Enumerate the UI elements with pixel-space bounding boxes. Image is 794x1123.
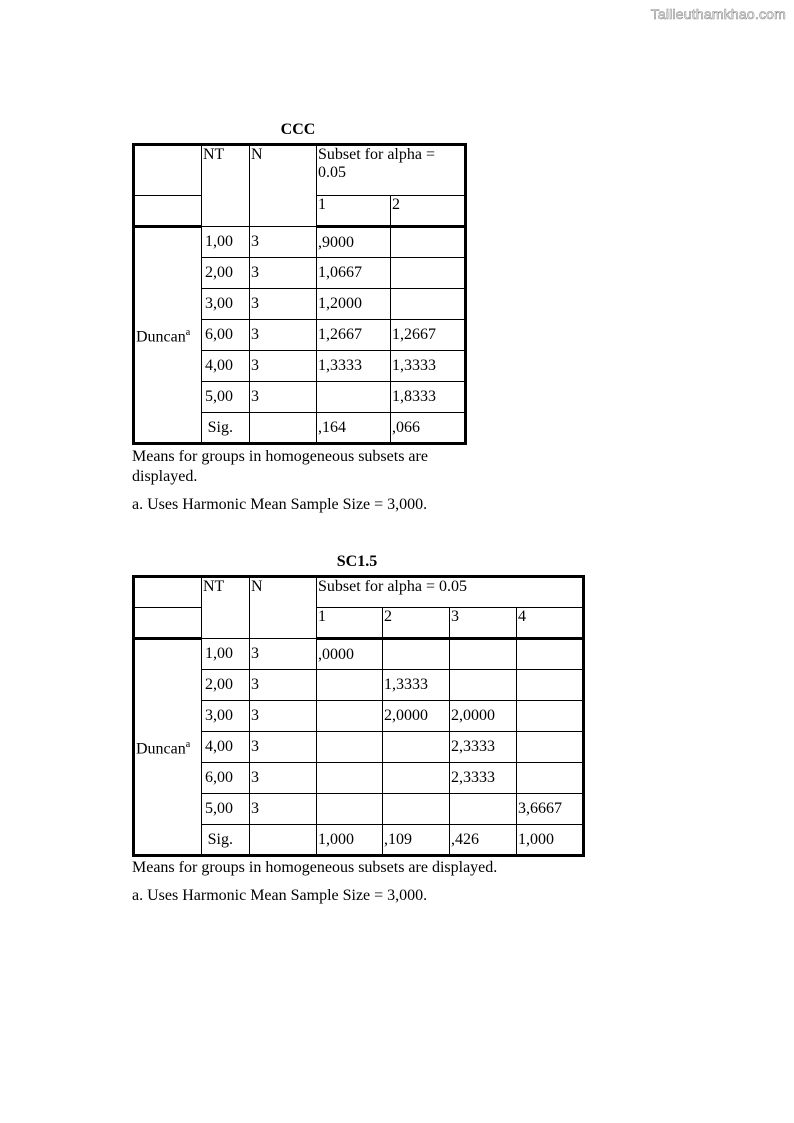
table2-cell-nt: Sig.	[202, 825, 250, 856]
table1-corner-cell	[134, 145, 202, 196]
table2-cell-s2	[383, 732, 450, 763]
table1-cell-s1	[317, 382, 391, 413]
table2-cell-s3: 2,3333	[450, 732, 517, 763]
table1-cell-s2: 1,8333	[391, 382, 466, 413]
table1-corner-cell	[134, 196, 202, 227]
table2-cell-s2	[383, 794, 450, 825]
table2-cell-n	[250, 825, 317, 856]
table-row	[134, 763, 584, 794]
table1-footnote-means: Means for groups in homogeneous subsets are displayed.	[132, 448, 428, 485]
table2-cell-s2: ,109	[383, 825, 450, 856]
table1-cell-s1: 1,2000	[317, 289, 391, 320]
table2-method-cell	[134, 639, 202, 856]
table2-footnote-harmonic: a. Uses Harmonic Mean Sample Size = 3,000.	[132, 887, 428, 904]
table2-cell-s3	[450, 639, 517, 670]
table1-cell-s2	[391, 289, 466, 320]
table1-cell-s2: 1,2667	[391, 320, 466, 351]
table2-subset-2-header: 2	[383, 608, 450, 639]
table1-subset-2-header: 2	[391, 196, 466, 227]
table1-cell-nt: Sig.	[202, 413, 250, 444]
table1	[132, 143, 467, 445]
table1-cell-s2: 1,3333	[391, 351, 466, 382]
table1-method-label: Duncan	[136, 328, 186, 346]
table2-cell-s1: ,0000	[317, 639, 383, 670]
table2-cell-s1	[317, 670, 383, 701]
table1-cell-n: 3	[250, 382, 317, 413]
table2-cell-s1	[317, 794, 383, 825]
table-row	[134, 670, 584, 701]
table2-corner-cell	[134, 577, 202, 608]
table1-cell-s1: 1,2667	[317, 320, 391, 351]
table2-cell-n: 3	[250, 701, 317, 732]
table2-cell-n: 3	[250, 639, 317, 670]
table2-cell-n: 3	[250, 763, 317, 794]
table1-cell-nt: 5,00	[202, 382, 250, 413]
table2-cell-nt: 6,00	[202, 763, 250, 794]
table1-cell-s2: ,066	[391, 413, 466, 444]
table-row	[134, 701, 584, 732]
table2-header-nt: NT	[202, 577, 250, 639]
table1-cell-n	[250, 413, 317, 444]
table-row	[134, 825, 584, 856]
table2-cell-s3	[450, 794, 517, 825]
table1-cell-s1: 1,3333	[317, 351, 391, 382]
table1-cell-n: 3	[250, 351, 317, 382]
table1-cell-n: 3	[250, 320, 317, 351]
table1-cell-s1: ,9000	[317, 227, 391, 258]
table2-cell-n: 3	[250, 794, 317, 825]
table1-cell-nt: 4,00	[202, 351, 250, 382]
table2-cell-s3: 2,3333	[450, 763, 517, 794]
table1-header-subset: Subset for alpha = 0.05	[317, 145, 466, 196]
table2-header-n: N	[250, 577, 317, 639]
table2-header-subset: Subset for alpha = 0.05	[317, 577, 584, 608]
table2-cell-nt: 5,00	[202, 794, 250, 825]
watermark: Tailieuthamkhao.com	[650, 6, 786, 22]
table1-cell-n: 3	[250, 289, 317, 320]
table1-cell-n: 3	[250, 227, 317, 258]
table2	[132, 575, 585, 857]
table1-cell-s2	[391, 258, 466, 289]
table2-method-label: Duncan	[136, 740, 186, 758]
table1-cell-nt: 2,00	[202, 258, 250, 289]
table2-cell-s2	[383, 763, 450, 794]
table2-cell-s4	[517, 639, 584, 670]
table2-title: SC1.5	[336, 553, 378, 570]
table1-cell-n: 3	[250, 258, 317, 289]
table1-header-nt: NT	[202, 145, 250, 227]
table1-cell-s1: 1,0667	[317, 258, 391, 289]
table1-cell-nt: 3,00	[202, 289, 250, 320]
table2-subset-1-header: 1	[317, 608, 383, 639]
table-row	[134, 639, 584, 670]
table1-method-sup: a	[185, 326, 191, 338]
table2-subset-3-header: 3	[450, 608, 517, 639]
table1-cell-nt: 6,00	[202, 320, 250, 351]
table2-cell-s4	[517, 701, 584, 732]
table2-cell-n: 3	[250, 670, 317, 701]
table2-cell-s3: ,426	[450, 825, 517, 856]
table1-cell-s1: ,164	[317, 413, 391, 444]
table2-corner-cell	[134, 608, 202, 639]
table1-cell-nt: 1,00	[202, 227, 250, 258]
table2-cell-s1: 1,000	[317, 825, 383, 856]
table-row	[134, 794, 584, 825]
table2-cell-s1	[317, 701, 383, 732]
table2-cell-s3: 2,0000	[450, 701, 517, 732]
table-row	[134, 227, 466, 258]
table2-method-sup: a	[185, 738, 191, 750]
table2-cell-s1	[317, 732, 383, 763]
table2-cell-s3	[450, 670, 517, 701]
table2-cell-s1	[317, 763, 383, 794]
table2-cell-s2: 2,0000	[383, 701, 450, 732]
table1-subset-1-header: 1	[317, 196, 391, 227]
table1-footnote-harmonic: a. Uses Harmonic Mean Sample Size = 3,000.	[132, 496, 428, 513]
table2-footnote-means: Means for groups in homogeneous subsets are displayed.	[132, 859, 498, 876]
table2-cell-nt: 3,00	[202, 701, 250, 732]
table2-cell-s4: 1,000	[517, 825, 584, 856]
table2-cell-s4	[517, 763, 584, 794]
table2-cell-nt: 1,00	[202, 639, 250, 670]
table2-cell-s4	[517, 732, 584, 763]
table2-cell-s4: 3,6667	[517, 794, 584, 825]
table1-method-cell	[134, 227, 202, 444]
table2-subset-4-header: 4	[517, 608, 584, 639]
table2-cell-s2: 1,3333	[383, 670, 450, 701]
table1-header-n: N	[250, 145, 317, 227]
table-row	[134, 732, 584, 763]
table2-cell-nt: 4,00	[202, 732, 250, 763]
table1-title: CCC	[280, 121, 316, 138]
table2-cell-s2	[383, 639, 450, 670]
table2-cell-nt: 2,00	[202, 670, 250, 701]
table2-cell-s4	[517, 670, 584, 701]
table2-cell-n: 3	[250, 732, 317, 763]
table1-cell-s2	[391, 227, 466, 258]
